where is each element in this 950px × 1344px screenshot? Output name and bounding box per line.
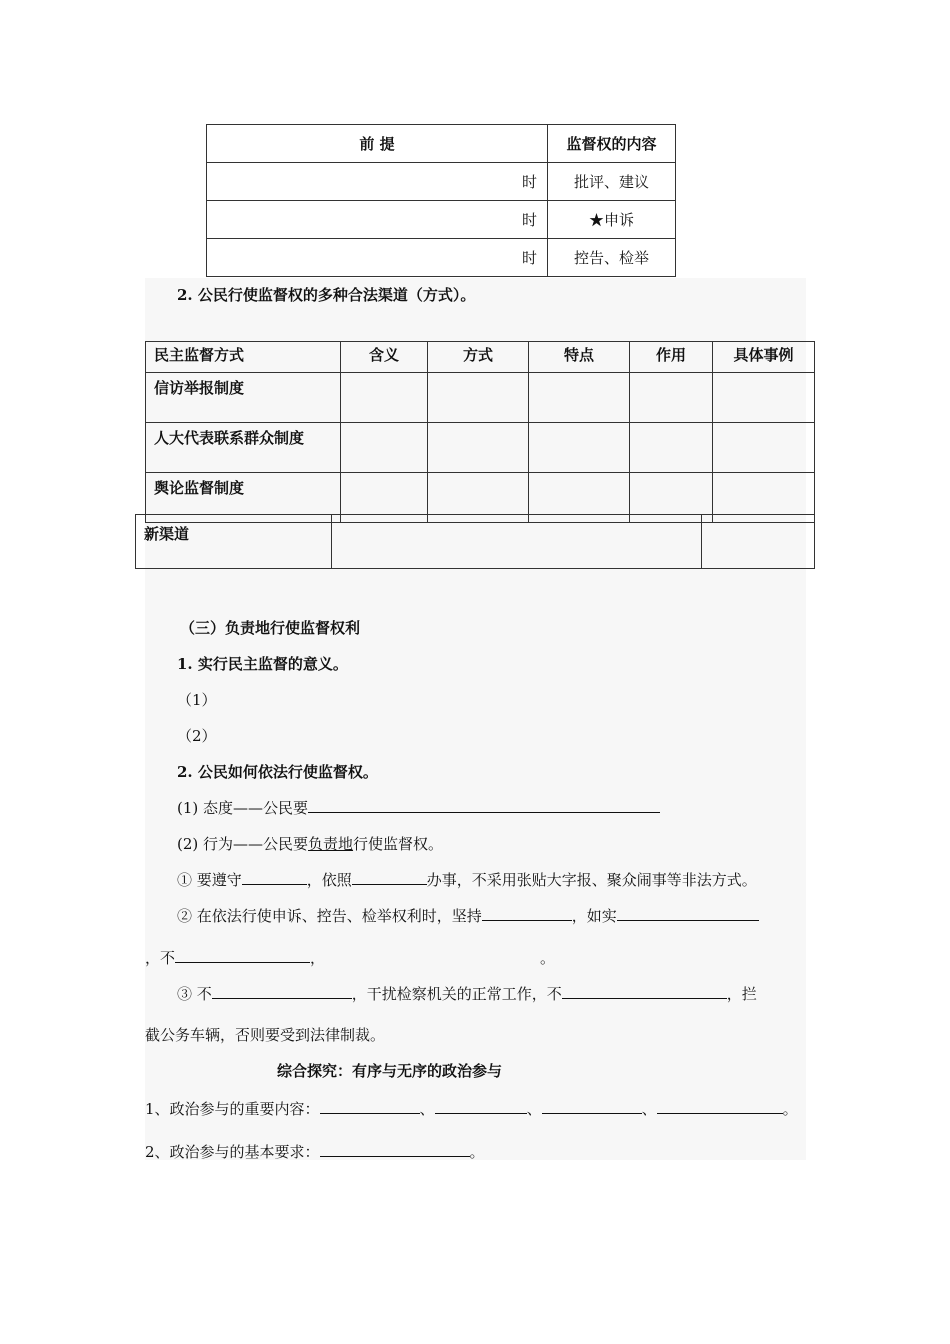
blank-cell <box>341 423 428 473</box>
attitude-text: (1) 态度——公民要 <box>177 799 309 817</box>
period: 。 <box>782 1100 798 1118</box>
rule2-text-e: 。 <box>540 949 556 967</box>
blank-cell <box>332 515 702 569</box>
header-effect: 作用 <box>630 342 713 373</box>
new-channel-table <box>135 514 815 569</box>
row-label: 新渠道 <box>136 515 332 569</box>
answer-blank[interactable] <box>320 1142 470 1157</box>
blank-cell <box>529 423 630 473</box>
blank-cell <box>428 373 529 423</box>
blank-cell <box>713 373 815 423</box>
blank-cell <box>630 423 713 473</box>
supervision-channels-table <box>145 341 815 523</box>
behavior-text-b: 行使监督权。 <box>353 835 444 853</box>
separator: 、 <box>419 1100 435 1118</box>
answer-blank[interactable] <box>352 870 427 885</box>
section3-item1: 1. 实行民主监督的意义。 <box>177 655 348 673</box>
separator: 、 <box>526 1100 542 1118</box>
behavior-text-a: (2) 行为——公民要 <box>177 835 309 853</box>
header-premise: 前 提 <box>207 125 548 163</box>
blank-cell <box>630 373 713 423</box>
answer-blank[interactable] <box>562 984 727 999</box>
row-label: 人大代表联系群众制度 <box>146 423 341 473</box>
point-2: （2） <box>177 727 217 745</box>
answer-blank[interactable] <box>320 1099 420 1114</box>
rule2-text-a: ② 在依法行使申诉、控告、检举权利时，坚持 <box>177 907 482 925</box>
answer-blank[interactable] <box>657 1099 783 1114</box>
rule1-line <box>177 869 757 890</box>
answer-blank[interactable] <box>212 984 352 999</box>
premise-cell: 时 <box>207 163 548 201</box>
inquiry-q2 <box>145 1141 485 1162</box>
blank-cell <box>702 515 815 569</box>
section3-item2: 2. 公民如何依法行使监督权。 <box>177 763 378 781</box>
rule2-text-b: ，如实 <box>571 907 617 925</box>
point-1: （1） <box>177 691 217 709</box>
header-feature: 特点 <box>529 342 630 373</box>
answer-blank[interactable] <box>435 1099 527 1114</box>
premise-cell: 时 <box>207 239 548 277</box>
rule1-text-a: ① 要遵守 <box>177 871 242 889</box>
section2-title: 2. 公民行使监督权的多种合法渠道（方式）。 <box>177 286 476 304</box>
behavior-underlined: 负责地 <box>308 835 354 853</box>
inquiry-title: 综合探究：有序与无序的政治参与 <box>277 1062 503 1080</box>
rule2-text-c: ，不 <box>145 949 176 967</box>
rule1-text-b: ，依照 <box>306 871 352 889</box>
blank-cell <box>713 423 815 473</box>
supervision-content-table <box>206 124 676 277</box>
answer-blank[interactable] <box>308 798 660 813</box>
inquiry-q1 <box>145 1098 798 1119</box>
behavior-line <box>177 833 443 854</box>
section3-title: （三）负责地行使监督权利 <box>180 619 361 637</box>
rule1-text-c: 办事，不采用张贴大字报、聚众闹事等非法方式。 <box>426 871 757 889</box>
rule2-text-d: ， <box>310 949 326 967</box>
content-cell: 控告、检举 <box>548 239 676 277</box>
answer-blank[interactable] <box>482 906 572 921</box>
rule3-continued: 截公务车辆，否则要受到法律制裁。 <box>145 1026 386 1044</box>
premise-cell: 时 <box>207 201 548 239</box>
q1-text: 1、政治参与的重要内容： <box>145 1100 320 1118</box>
rule3-text-b: ，干扰检察机关的正常工作，不 <box>351 985 562 1003</box>
answer-blank[interactable] <box>617 906 759 921</box>
rule2-line <box>177 905 759 926</box>
period: 。 <box>469 1143 485 1161</box>
attitude-line <box>177 797 660 818</box>
header-content: 监督权的内容 <box>548 125 676 163</box>
answer-blank[interactable] <box>242 870 307 885</box>
header-meaning: 含义 <box>341 342 428 373</box>
content-cell: ★申诉 <box>548 201 676 239</box>
blank-cell <box>341 373 428 423</box>
separator: 、 <box>641 1100 657 1118</box>
header-example: 具体事例 <box>713 342 815 373</box>
answer-blank[interactable] <box>542 1099 642 1114</box>
row-label: 信访举报制度 <box>146 373 341 423</box>
blank-cell <box>428 423 529 473</box>
row-label: 舆论监督制度 <box>146 473 341 523</box>
header-method: 民主监督方式 <box>146 342 341 373</box>
rule3-line <box>177 983 757 1004</box>
blank-cell <box>529 373 630 423</box>
rule2-continued <box>145 947 555 968</box>
q2-text: 2、政治参与的基本要求： <box>145 1143 320 1161</box>
header-way: 方式 <box>428 342 529 373</box>
rule3-text-c: ，拦 <box>726 985 757 1003</box>
rule3-text-a: ③ 不 <box>177 985 212 1003</box>
content-cell: 批评、建议 <box>548 163 676 201</box>
answer-blank[interactable] <box>175 948 310 963</box>
